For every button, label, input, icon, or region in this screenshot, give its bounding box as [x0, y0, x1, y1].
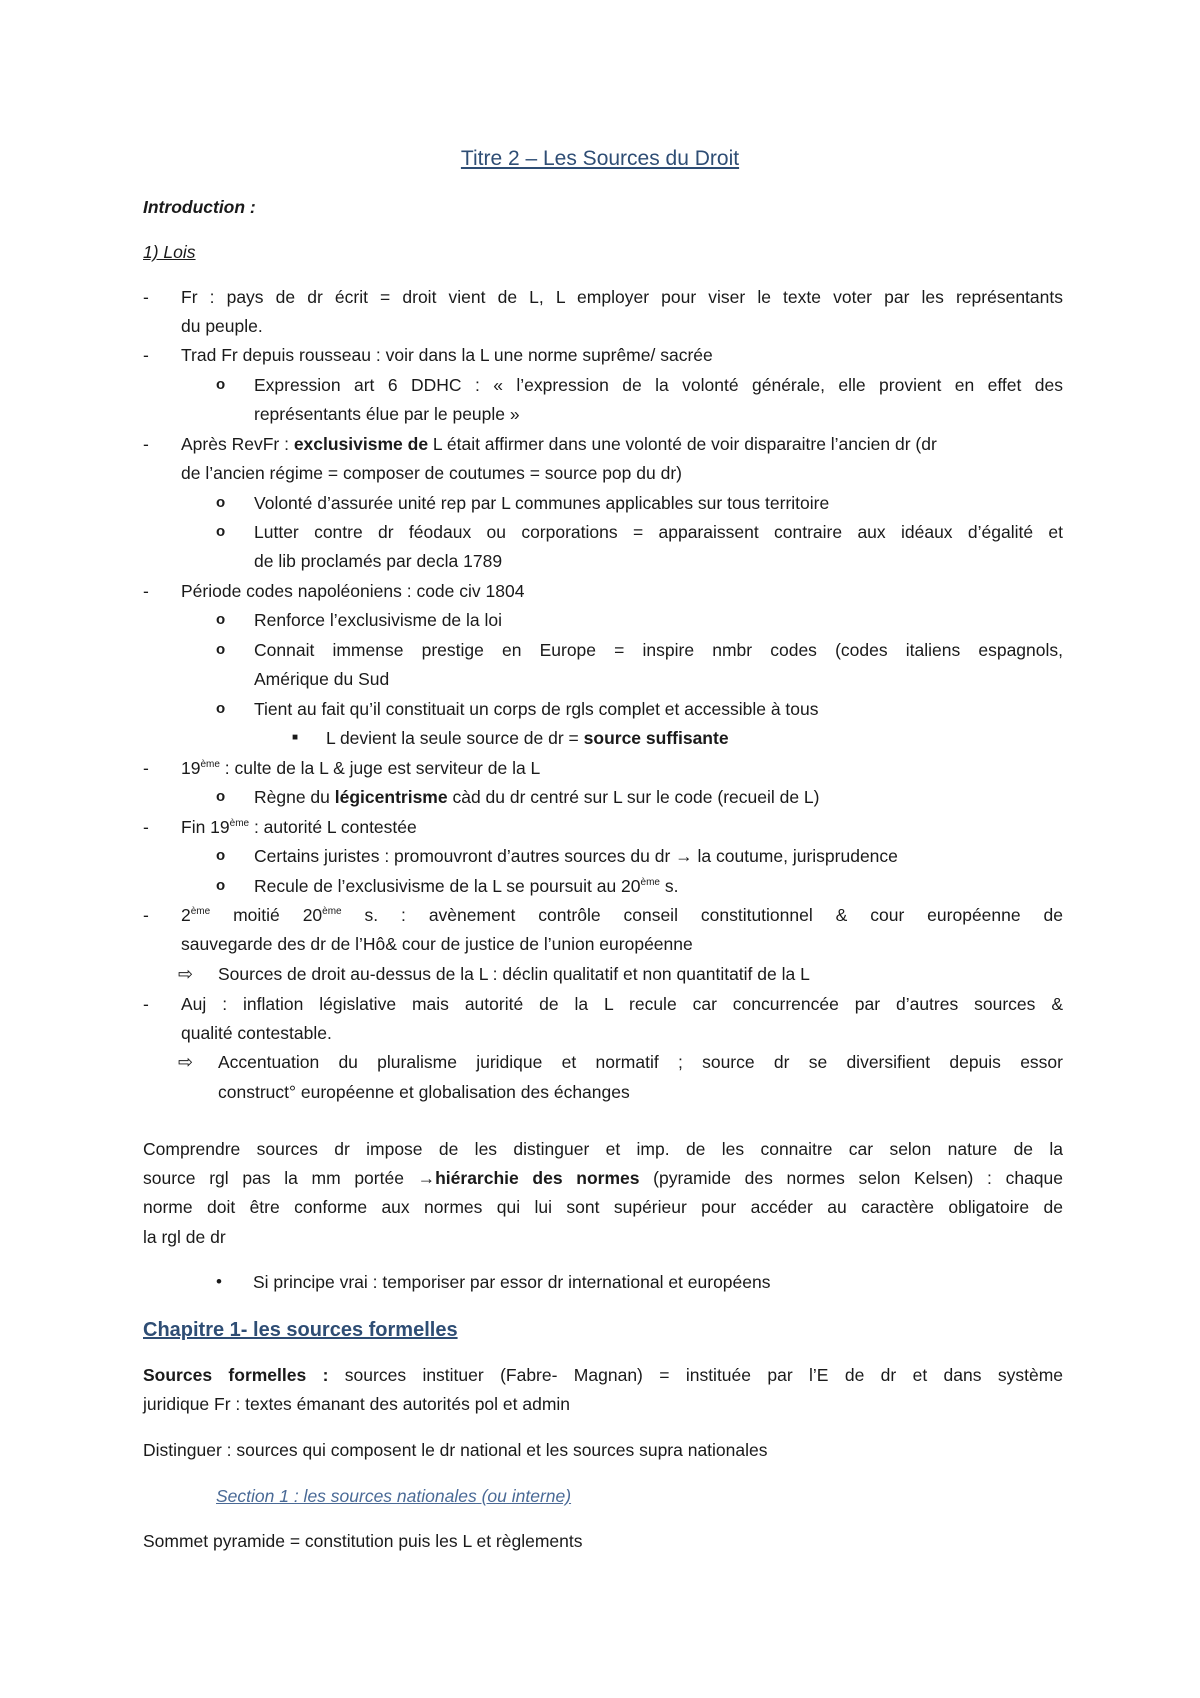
dash-bullet: -: [143, 994, 149, 1014]
arrow-item: Sources de droit au-dessus de la L : déclin qualitatif et non quantitatif de la L: [218, 964, 810, 984]
sub-item-cont: représentants élue par le peuple »: [254, 404, 520, 424]
sub-item-cont: Amérique du Sud: [254, 669, 390, 689]
sub-item: [254, 874, 1174, 898]
superscript: ème: [200, 759, 220, 771]
text-run: s.: [659, 876, 679, 896]
sub-item: [254, 785, 1174, 809]
text-run: moitié 20: [210, 905, 323, 925]
text-run: Fin 19: [181, 817, 230, 837]
list-item-cont: de l’ancien régime = composer de coutumes = source pop du dr): [181, 463, 682, 483]
bold-term: légicentrisme: [334, 787, 448, 807]
list-item: [181, 432, 1063, 456]
text-run: 2: [181, 905, 191, 925]
text-run: (pyramide des normes selon Kelsen) : chaque: [639, 1168, 1063, 1188]
text-run: 19: [181, 758, 201, 778]
list-item: [181, 903, 1063, 927]
dash-bullet: -: [143, 345, 149, 365]
superscript: ème: [322, 906, 342, 918]
arrow-bullet-icon: ⇨: [178, 964, 194, 984]
list-item: Période codes napoléoniens : code civ 1804: [181, 581, 525, 601]
o-bullet: o: [216, 788, 226, 805]
text-run: : culte de la L & juge est serviteur de la L: [219, 758, 541, 778]
paragraph-line: Comprendre sources dr impose de les distinguer et imp. de les connaitre car selon nature de la: [143, 1139, 1063, 1159]
text-run: Recule de l’exclusivisme de la L se poursuit au 20: [254, 876, 641, 896]
introduction-heading: Introduction :: [143, 197, 256, 217]
paragraph-line: [143, 1166, 1063, 1190]
o-bullet: o: [216, 494, 226, 511]
sub-item: Renforce l’exclusivisme de la loi: [254, 610, 503, 630]
sub-item: Certains juristes : promouvront d’autres sources du dr → la coutume, jurisprudence: [254, 846, 898, 866]
sub-item: Volonté d’assurée unité rep par L communes applicables sur tous territoire: [254, 493, 830, 513]
list-item: Fr : pays de dr écrit = droit vient de L, L employer pour viser le texte voter par les représentants: [181, 287, 1063, 307]
list-item: [181, 756, 1101, 780]
text-run: : autorité L contestée: [249, 817, 417, 837]
superscript: ème: [640, 877, 660, 889]
paragraph-line: [143, 1363, 1063, 1387]
o-bullet: o: [216, 641, 226, 658]
dot-item: Si principe vrai : temporiser par essor dr international et européens: [253, 1272, 771, 1292]
dot-bullet: •: [216, 1272, 222, 1291]
section-lois-heading: 1) Lois: [143, 242, 196, 262]
square-bullet: ■: [292, 732, 299, 743]
dash-bullet: -: [143, 434, 149, 454]
dash-bullet: -: [143, 817, 149, 837]
chapter-heading: Chapitre 1- les sources formelles: [143, 1319, 458, 1341]
superscript: ème: [190, 906, 211, 918]
list-item: Auj : inflation législative mais autorité de la L recule car concurrencée par d’autres sources &: [181, 994, 1063, 1014]
page-title: Titre 2 – Les Sources du Droit: [460, 147, 740, 170]
list-item-cont: du peuple.: [181, 316, 263, 336]
o-bullet: o: [216, 847, 226, 864]
paragraph-line: norme doit être conforme aux normes qui lui sont supérieur pour accéder au caractère obligatoire de: [143, 1197, 1063, 1217]
dash-bullet: -: [143, 905, 149, 925]
arrow-item-cont: construct° européenne et globalisation des échanges: [218, 1082, 630, 1102]
o-bullet: o: [216, 700, 226, 717]
text-run: L devient la seule source de dr =: [326, 728, 584, 748]
paragraph-line: Sommet pyramide = constitution puis les L et règlements: [143, 1531, 583, 1551]
text-run: Règne du: [254, 787, 335, 807]
sub-item: Expression art 6 DDHC : « l’expression de la volonté générale, elle provient en effet des: [254, 375, 1063, 395]
sub-item: Lutter contre dr féodaux ou corporations = apparaissent contraire aux idéaux d’égalité et: [254, 522, 1063, 542]
section-heading: Section 1 : les sources nationales (ou interne): [216, 1486, 572, 1506]
text-run: Après RevFr :: [181, 434, 294, 454]
text-run: sources instituer (Fabre- Magnan) = instituée par l’E de dr et dans système: [328, 1365, 1064, 1385]
list-item-cont: sauvegarde des dr de l’Hô& cour de justice de l’union européenne: [181, 934, 693, 954]
superscript: ème: [229, 818, 250, 830]
paragraph-line: juridique Fr : textes émanant des autorités pol et admin: [143, 1394, 571, 1414]
dash-bullet: -: [143, 758, 149, 778]
list-item: [181, 815, 1101, 839]
bold-term: source suffisante: [583, 728, 729, 748]
o-bullet: o: [216, 877, 226, 894]
bold-term: Sources formelles :: [143, 1365, 329, 1385]
arrow-bullet-icon: ⇨: [178, 1052, 194, 1072]
text-run: L était affirmer dans une volonté de voir disparaitre l’ancien dr (dr: [428, 434, 937, 454]
text-run: s. : avènement contrôle conseil constitutionnel & cour européenne de: [341, 905, 1063, 925]
arrow-item: Accentuation du pluralisme juridique et normatif ; source dr se diversifient depuis essor: [218, 1052, 1063, 1072]
dash-bullet: -: [143, 581, 149, 601]
text-run: càd du dr centré sur L sur le code (recueil de L): [447, 787, 820, 807]
bold-term: exclusivisme de: [293, 434, 429, 454]
sub-item-cont: de lib proclamés par decla 1789: [254, 551, 503, 571]
sub-sub-item: [326, 726, 1200, 750]
sub-item: Connait immense prestige en Europe = inspire nmbr codes (codes italiens espagnols,: [254, 640, 1063, 660]
text-run: source rgl pas la mm portée →: [143, 1168, 436, 1188]
bold-term: hiérarchie des normes: [435, 1168, 640, 1188]
o-bullet: o: [216, 611, 226, 628]
paragraph-line: la rgl de dr: [143, 1227, 226, 1247]
list-item: Trad Fr depuis rousseau : voir dans la L une norme suprême/ sacrée: [181, 345, 713, 365]
sub-item: Tient au fait qu’il constituait un corps de rgls complet et accessible à tous: [254, 699, 819, 719]
dash-bullet: -: [143, 287, 149, 307]
list-item-cont: qualité contestable.: [181, 1023, 332, 1043]
o-bullet: o: [216, 523, 226, 540]
o-bullet: o: [216, 376, 226, 393]
paragraph-line: Distinguer : sources qui composent le dr national et les sources supra nationales: [143, 1440, 768, 1460]
